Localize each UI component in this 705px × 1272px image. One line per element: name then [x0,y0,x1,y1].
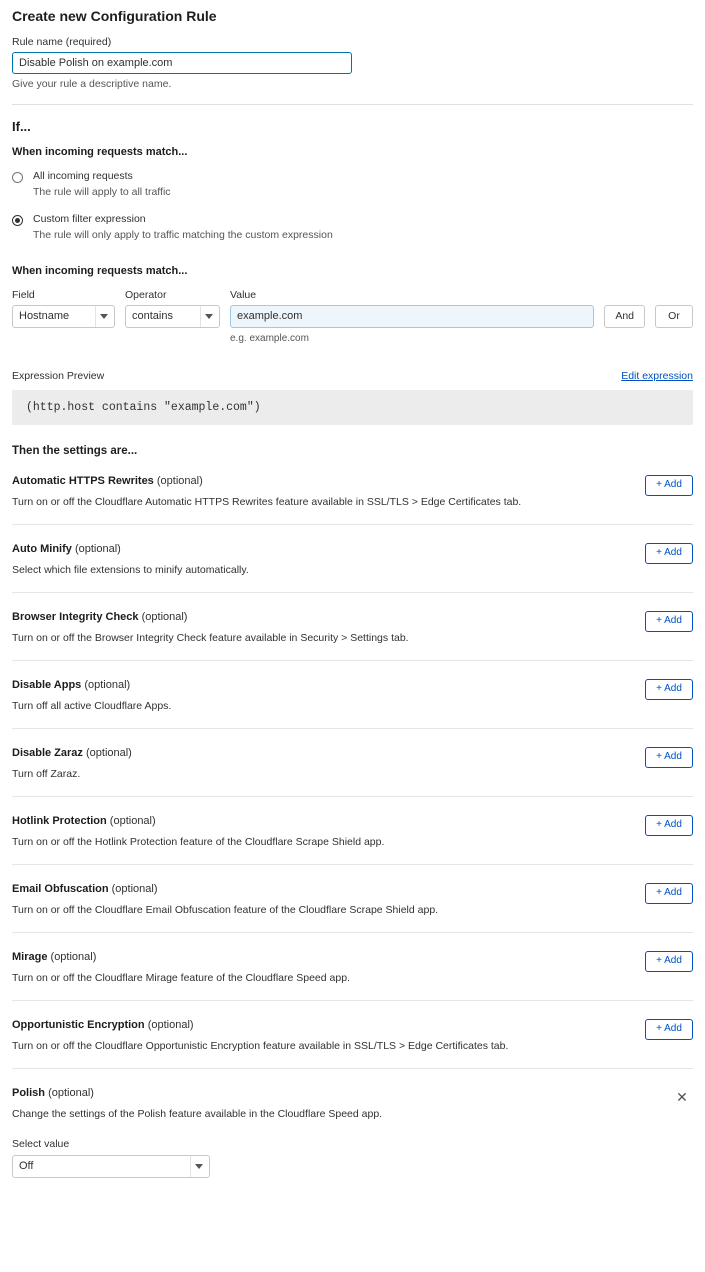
setting-name: Mirage [12,950,48,963]
if-heading: If... [12,119,31,134]
operator-label: Operator [125,288,167,301]
add-button-mirage[interactable]: + Add [645,951,693,972]
add-button-automatic-https-rewrites[interactable]: + Add [645,475,693,496]
radio-icon-custom[interactable] [12,215,23,226]
setting-optional: (optional) [156,474,203,487]
operator-select[interactable] [125,305,220,328]
setting-email-obfuscation [12,865,693,933]
match-heading-1: When incoming requests match... [12,146,188,158]
add-button-browser-integrity-check[interactable]: + Add [645,611,693,632]
setting-name: Automatic HTTPS Rewrites [12,474,154,487]
chevron-down-icon [100,314,108,319]
divider-1 [12,104,693,105]
setting-desc: Change the settings of the Polish feature available in the Cloudflare Speed app. [12,1107,383,1120]
setting-auto-minify [12,525,693,593]
close-icon[interactable]: ✕ [674,1089,690,1105]
value-label: Value [230,288,257,301]
field-select[interactable] [12,305,115,328]
setting-automatic-https-rewrites [12,457,693,525]
rule-name-helper: Give your rule a descriptive name. [12,78,172,90]
expression-preview-header [12,370,693,382]
radio-desc-all: The rule will apply to all traffic [33,186,171,199]
setting-name: Disable Apps [12,678,82,691]
setting-desc: Turn off Zaraz. [12,767,81,780]
setting-desc: Turn on or off the Cloudflare Automatic HTTPS Rewrites feature available in SSL/TLS > Edge Certificates tab. [12,495,522,508]
polish-value-select[interactable] [12,1155,210,1178]
field-label: Field [12,288,35,301]
setting-optional: (optional) [85,746,132,759]
setting-name: Disable Zaraz [12,746,83,759]
setting-desc: Turn on or off the Cloudflare Mirage feature of the Cloudflare Speed app. [12,971,350,984]
setting-name: Opportunistic Encryption [12,1018,145,1031]
polish-select-divider [190,1156,191,1177]
setting-mirage [12,933,693,1001]
value-hint: e.g. example.com [230,332,309,344]
radio-icon-all[interactable] [12,172,23,183]
setting-disable-zaraz [12,729,693,797]
setting-disable-apps [12,661,693,729]
radio-all-incoming-requests[interactable] [12,170,693,199]
setting-desc: Turn off all active Cloudflare Apps. [12,699,172,712]
setting-desc: Turn on or off the Hotlink Protection feature of the Cloudflare Scrape Shield app. [12,835,385,848]
polish-value-selected: Off [19,1160,34,1172]
radio-custom-filter-expression[interactable] [12,213,693,242]
setting-name: Hotlink Protection [12,814,107,827]
value-input[interactable] [230,305,594,328]
rule-name-input[interactable] [12,52,352,74]
setting-opportunistic-encryption [12,1001,693,1069]
add-button-opportunistic-encryption[interactable]: + Add [645,1019,693,1040]
setting-optional: (optional) [147,1018,194,1031]
expression-builder-row [12,289,693,344]
rule-name-group [12,36,693,90]
setting-name: Email Obfuscation [12,882,109,895]
field-select-divider [95,306,96,327]
edit-expression-link[interactable]: Edit expression [621,369,693,382]
setting-name: Polish [12,1086,46,1099]
setting-desc: Turn on or off the Cloudflare Email Obfuscation feature of the Cloudflare Scrape Shield app. [12,903,439,916]
then-settings-heading: Then the settings are... [12,444,138,457]
setting-optional: (optional) [50,950,97,963]
rule-name-label: Rule name (required) [12,36,112,48]
expression-preview-code: (http.host contains "example.com") [12,390,693,425]
setting-optional: (optional) [74,542,121,555]
setting-optional: (optional) [141,610,188,623]
add-button-disable-zaraz[interactable]: + Add [645,747,693,768]
or-button[interactable]: Or [655,305,693,328]
polish-select-label: Select value [12,1137,70,1150]
chevron-down-icon [205,314,213,319]
setting-name: Auto Minify [12,542,72,555]
radio-desc-custom: The rule will only apply to traffic matching the custom expression [33,229,333,242]
radio-label-all: All incoming requests [33,170,133,182]
setting-desc: Turn on or off the Browser Integrity Check feature available in Security > Settings tab. [12,631,409,644]
add-button-auto-minify[interactable]: + Add [645,543,693,564]
operator-select-value: contains [132,310,173,322]
add-button-email-obfuscation[interactable]: + Add [645,883,693,904]
setting-name: Browser Integrity Check [12,610,139,623]
operator-select-divider [200,306,201,327]
chevron-down-icon [195,1164,203,1169]
setting-hotlink-protection [12,797,693,865]
field-select-value: Hostname [19,310,70,322]
setting-optional: (optional) [48,1086,94,1099]
setting-optional: (optional) [84,678,131,691]
setting-browser-integrity-check [12,593,693,661]
setting-desc: Turn on or off the Cloudflare Opportunistic Encryption feature available in SSL/TLS > Edge Certificates tab. [12,1039,509,1052]
setting-optional: (optional) [111,882,158,895]
add-button-hotlink-protection[interactable]: + Add [645,815,693,836]
setting-polish [12,1069,693,1194]
and-button[interactable]: And [604,305,645,328]
setting-desc: Select which file extensions to minify automatically. [12,563,249,576]
setting-optional: (optional) [109,814,156,827]
match-heading-2: When incoming requests match... [12,264,188,277]
add-button-disable-apps[interactable]: + Add [645,679,693,700]
radio-label-custom: Custom filter expression [33,213,146,226]
page-title: Create new Configuration Rule [12,8,217,24]
expression-preview-label: Expression Preview [12,369,105,382]
